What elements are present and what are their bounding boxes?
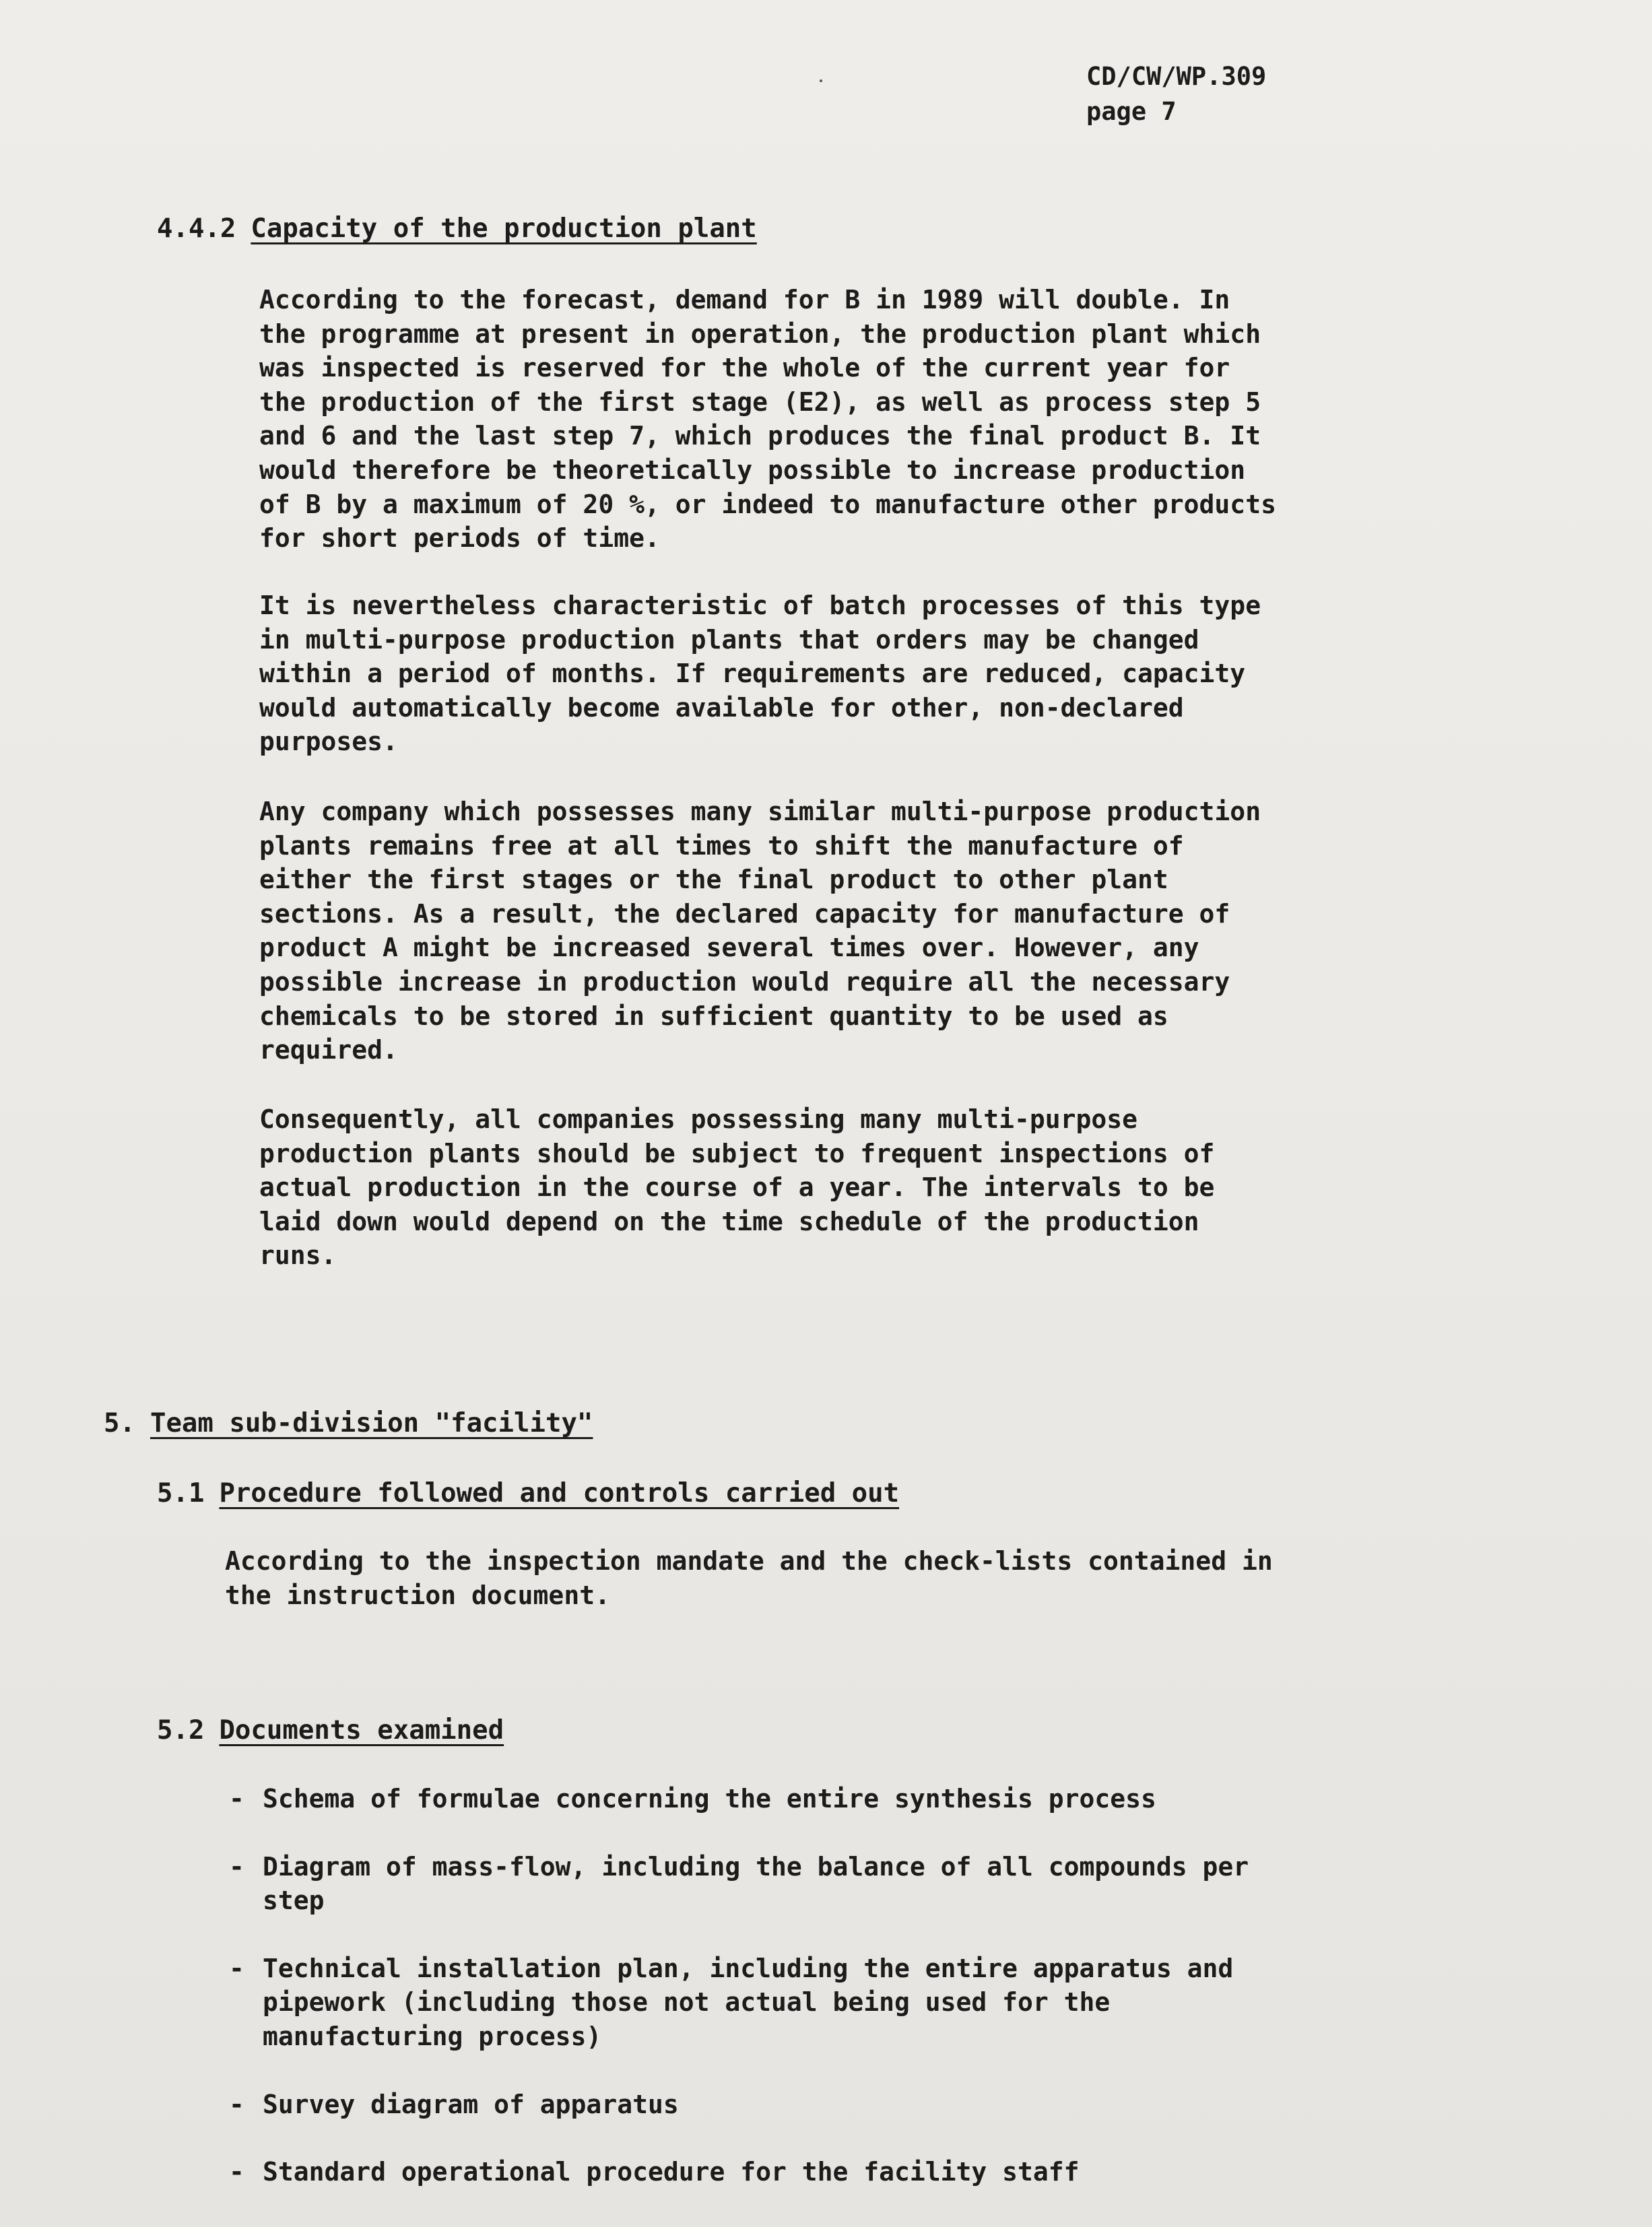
section-heading-4-4-2 (157, 211, 757, 246)
section-number: 5.1 (157, 1478, 205, 1508)
section-number: 5. (104, 1408, 135, 1438)
list-dash: - (229, 2089, 244, 2119)
list-item-text: Survey diagram of apparatus (263, 2089, 679, 2119)
list-item (225, 1850, 1410, 1918)
documents-list (225, 1782, 1410, 2189)
section-heading-5 (104, 1406, 593, 1441)
section-title: Documents examined (219, 1715, 504, 1746)
section-heading-5-1 (157, 1476, 899, 1511)
scan-speck (820, 79, 822, 82)
section-number: 5.2 (157, 1715, 205, 1746)
paragraph-demand-forecast: According to the forecast, demand for B in 1989 will double. In the programme at present in operation, the production plant which was inspected is reserved for the whole of the current year for the production of the first stage (E2), as well as process step 5 and 6 and the last step 7, which produces the final product B. It would therefore be theoretically possible to increase production of B by a maximum of 20 %, or indeed to manufacture other products for short periods of time. (259, 285, 1276, 554)
list-dash: - (229, 1851, 244, 1882)
paragraph-frequent-inspections: Consequently, all companies possessing many multi-purpose production plants should be subject to frequent inspections of actual production in the course of a year. The intervals to be laid down would depend on the time schedule of the production runs. (259, 1104, 1215, 1271)
section-title: Procedure followed and controls carried out (219, 1478, 900, 1508)
paragraph-multi-purpose-plants: Any company which possesses many similar multi-purpose production plants remains free at all times to shift the manufacture of either the first stages or the final product to other plant sections. As a result, the declared capacity for manufacture of product A might be increased several times over. However, any possible increase in production would require all the necessary chemicals to be stored in sufficient quantity to be used as required. (259, 797, 1261, 1065)
list-item-text: Schema of formulae concerning the entire synthesis process (263, 1784, 1156, 1814)
list-item-text: Standard operational procedure for the facility staff (263, 2157, 1080, 2187)
section-heading-5-2 (157, 1713, 504, 1748)
page-number: page 7 (1086, 97, 1177, 126)
list-item-text: Technical installation plan, including the entire apparatus and pipework (including those not actual being used for the manufacturing process) (263, 1953, 1234, 2051)
list-item-text: Diagram of mass-flow, including the balance of all compounds per step (263, 1851, 1249, 1916)
list-dash: - (229, 2157, 244, 2187)
section-title: Capacity of the production plant (251, 213, 757, 244)
list-item (225, 1782, 1410, 1816)
list-dash: - (229, 1953, 244, 1983)
paragraph-batch-processes: It is nevertheless characteristic of batch processes of this type in multi-purpose production plants that orders may be changed within a period of months. If requirements are reduced, capacity would automatically become available for other, non-declared purposes. (259, 591, 1261, 757)
list-item (225, 2088, 1410, 2122)
list-dash: - (229, 1784, 244, 1814)
page-header (1086, 59, 1266, 129)
document-reference: CD/CW/WP.309 (1086, 62, 1267, 91)
section-number: 4.4.2 (157, 213, 236, 244)
list-item (225, 2155, 1410, 2189)
list-item (225, 1952, 1410, 2054)
paragraph-procedure: According to the inspection mandate and the check-lists contained in the instruction document. (225, 1546, 1273, 1610)
section-title: Team sub-division "facility" (150, 1408, 593, 1438)
